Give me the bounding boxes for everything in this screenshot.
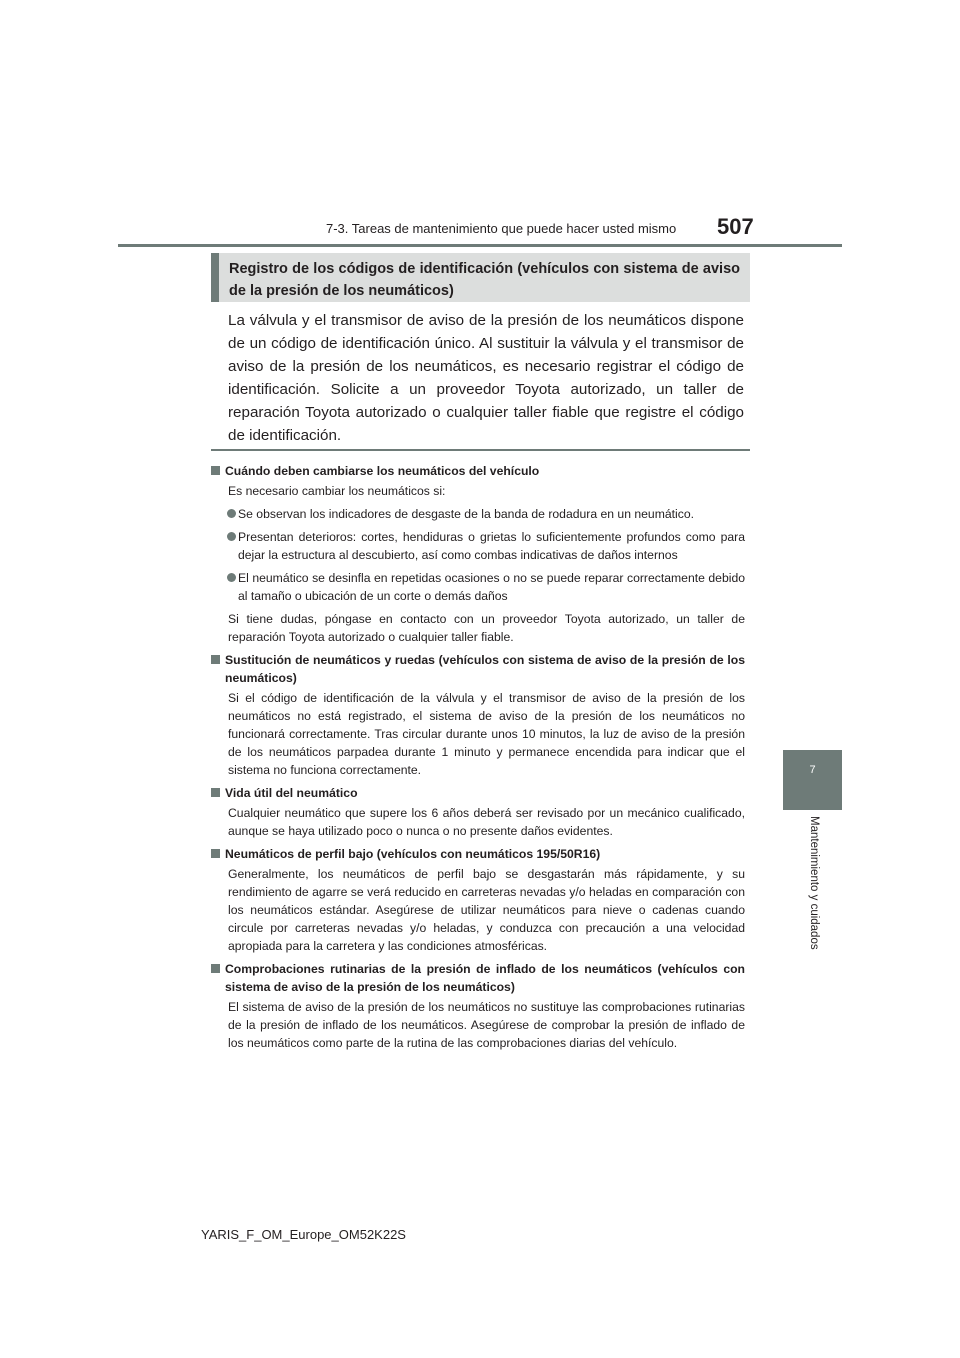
bullet-dot-icon [227, 509, 236, 518]
notes-list [211, 457, 745, 1052]
note-title: Cuándo deben cambiarse los neumáticos del vehículo [211, 462, 745, 480]
note-title: Sustitución de neumáticos y ruedas (vehículos con sistema de aviso de la presión de los neumáticos) [211, 651, 745, 687]
chapter-number: 7 [809, 764, 816, 776]
document-footer: YARIS_F_OM_Europe_OM52K22S [201, 1227, 406, 1242]
note-body: El sistema de aviso de la presión de los neumáticos no sustituye las comprobaciones rutinarias de la presión de inflado de los neumáticos. Asegúrese de comprobar la presión de inflado de los neumáticos como parte de la rutina de las comprobaciones diarias del vehículo. [228, 1000, 745, 1050]
content-divider [211, 449, 750, 451]
chapter-tab [783, 750, 842, 810]
bullet-item [211, 505, 745, 523]
note-title: Comprobaciones rutinarias de la presión de inflado de los neumáticos (vehículos con sistema de aviso de la presión de los neumáticos) [211, 960, 745, 996]
bullet-text: Se observan los indicadores de desgaste de la banda de rodadura en un neumático. [238, 507, 694, 521]
bullet-text: El neumático se desinfla en repetidas ocasiones o no se puede reparar correctamente debido al tamaño o ubicación de un corte o demás daños [238, 571, 745, 603]
bullet-text: Presentan deterioros: cortes, hendiduras o grietas lo suficientemente profundos como para dejar la estructura al descubierto, así como combas indicativas de daños internos [238, 530, 745, 562]
bullet-item [211, 569, 745, 605]
intro-paragraph: La válvula y el transmisor de aviso de la presión de los neumáticos dispone de un código de identificación único. Al sustituir la válvula y el transmisor de aviso de la presión de los neumáticos, es necesario registrar el código de identificación. Solicite a un proveedor Toyota autorizado, un taller de reparación Toyota autorizado o cualquier taller fiable que registre el código de identificación. [228, 312, 744, 444]
note-body: Si el código de identificación de la válvula y el transmisor de aviso de la presión de los neumáticos no está registrado, el sistema de aviso de la presión de los neumáticos no funcionará correctamente. Tras circular durante unos 10 minutos, la luz de aviso de la presión de los neumáticos parpadea durante 1 minuto y permanece encendida para indicar que el sistema no funciona correctamente. [228, 691, 745, 777]
note-body: Generalmente, los neumáticos de perfil bajo se desgastarán más rápidamente, y su rendimiento de agarre se verá reducido en carreteras nevadas y/o heladas en comparación con los neumáticos estándar. Asegúrese de utilizar neumáticos para nieve o cadenas cuando circule por carreteras nevadas y/o heladas, y conduzca con precaución a una velocidad apropiada para la carretera y las condiciones atmosféricas. [228, 867, 745, 953]
running-header: 7-3. Tareas de mantenimiento que puede hacer usted mismo [326, 221, 677, 236]
note-closing: Si tiene dudas, póngase en contacto con un proveedor Toyota autorizado, un taller de reparación Toyota autorizado o cualquier taller fiable. [228, 612, 745, 644]
bullet-dot-icon [227, 573, 236, 582]
bullet-item [211, 528, 745, 564]
note-title: Vida útil del neumático [211, 784, 745, 802]
section-heading: Registro de los códigos de identificación (vehículos con sistema de aviso de la presión de los neumáticos) [211, 253, 750, 302]
chapter-title-vertical: Mantenimiento y cuidados [808, 816, 820, 950]
bullet-dot-icon [227, 532, 236, 541]
note-lead: Es necesario cambiar los neumáticos si: [228, 484, 446, 498]
note-title: Neumáticos de perfil bajo (vehículos con neumáticos 195/50R16) [211, 845, 745, 863]
page-number: 507 [717, 214, 754, 239]
note-body: Cualquier neumático que supere los 6 años deberá ser revisado por un mecánico cualificado, aunque se haya utilizado poco o nunca o no presente daños evidentes. [228, 806, 745, 838]
header-divider [118, 244, 842, 247]
